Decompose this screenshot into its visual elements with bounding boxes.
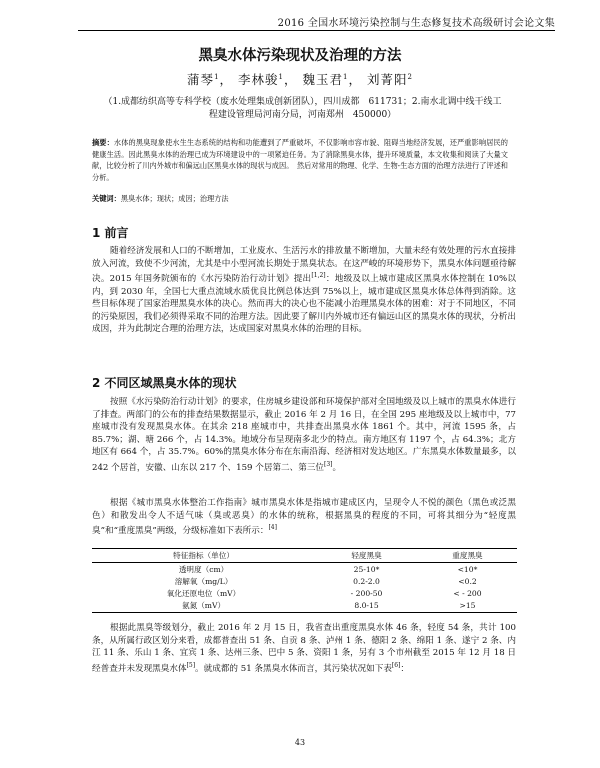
table-cell: 25-10* bbox=[353, 564, 380, 574]
text-run: 根据此黑臭等级划分，截止 2016 年 2 月 15 日，我省查出重度黑臭水体 46 条，轻度 54 条，共计 100 条，从所属行政区划分来看，成都普查出 51 条、自贡 8 条、泸州 1 条、德阳 2 条、绵阳 1 条、遂宁 2 条、内江 11 条、乐山 1 条、宜宾 1 条、达州三条、巴中 5 条、资阳 1 条，另有 3 个市州截至 2015 年 12 月 18 日经普查并未发现黑臭水体 bbox=[92, 623, 516, 674]
table-header-cell: 重度黑臭 bbox=[418, 549, 517, 563]
author-name: 蒲琴 bbox=[187, 72, 215, 87]
citation: [6] bbox=[391, 661, 401, 669]
table-row bbox=[92, 563, 517, 576]
section-heading: 2 不同区域黑臭水体的现状 bbox=[92, 376, 237, 390]
table-header-cell: 轻度黑臭 bbox=[315, 549, 418, 563]
abstract bbox=[92, 137, 508, 183]
table-cell: >15 bbox=[418, 600, 517, 613]
text-run: ： bbox=[400, 663, 410, 674]
body-paragraph bbox=[92, 245, 516, 336]
text-run: 。 bbox=[332, 462, 342, 473]
text-run: 随着经济发展和人口的不断增加，工业废水、生活污水的排放量不断增加，大量未经有效处理的污水直接排放入河流，致使不少河流，尤其是中小型河流长期处于黑臭状态。在这严峻的环境形势下，黑臭水体问题亟待解决。2015 年国务院颁布的《水污染防治行动计划》提出 bbox=[92, 246, 516, 285]
keywords bbox=[92, 194, 508, 204]
author-name: 刘菁阳 bbox=[366, 72, 408, 87]
citation: [1,2] bbox=[311, 272, 326, 280]
keywords-text: 黑臭水体；现状；成因；治理方法 bbox=[120, 194, 229, 203]
table-cell: - 200-50 bbox=[350, 588, 383, 598]
author-name: 魏玉君 bbox=[302, 72, 343, 87]
author-affil-mark: 1 bbox=[214, 72, 220, 81]
author-affil-mark: 1 bbox=[343, 72, 349, 81]
citation: [5] bbox=[186, 661, 196, 669]
body-paragraph bbox=[92, 622, 516, 675]
body-paragraph bbox=[92, 497, 516, 538]
citation: [3] bbox=[324, 460, 333, 468]
table-row bbox=[92, 587, 517, 599]
affiliation: （1.成都纺织高等专科学校（废水处理集成创新团队），四川成都 611731；2.南水北调中线干线工程建设管理局河南分局，河南郑州 450000） bbox=[103, 97, 502, 120]
citation: [4] bbox=[268, 524, 277, 532]
paper-title: 黑臭水体污染现状及治理的方法 bbox=[198, 48, 402, 64]
body-paragraph bbox=[92, 396, 516, 474]
table-cell: <10* bbox=[457, 564, 478, 574]
keywords-label: 关键词： bbox=[92, 194, 121, 203]
abstract-label: 摘要： bbox=[92, 138, 114, 147]
table-cell: 溶解氧（mg/L） bbox=[174, 576, 233, 586]
grading-table bbox=[92, 548, 517, 613]
table-cell: < - 200 bbox=[453, 588, 482, 598]
page-number: 43 bbox=[294, 738, 306, 747]
section-heading: 1 前言 bbox=[92, 226, 129, 240]
text-run: ：地级及以上城市建成区黑臭水体控制在 10%以内，到 2030 年，全国七大重点流域水质优良比例总体达到 75%以上，城市建成区黑臭水体总体得到消除。这些目标体现了国家治理黑臭水体的决心。然而再大的决心也不能减小治理黑臭水体的困难：对于不同地区，不同的污染原因，我们必须得采取不同的治理方法。因此要了解川内外城市还有偏远山区的黑臭水体的现状，分析出成因，并为此制定合理的治理方法，达成国家对黑臭水体的治理的目标。 bbox=[92, 274, 516, 335]
table-cell: 氨氮（mV） bbox=[92, 600, 315, 613]
author-name: 李林骏 bbox=[238, 72, 279, 87]
running-header: 2016 全国水环境污染控制与生态修复技术高级研讨会论文集 bbox=[78, 14, 555, 31]
author-affil-mark: 1 bbox=[278, 72, 284, 81]
text-run: 。就成都的 51 条黑臭水体而言，其污染状况如下表 bbox=[195, 663, 392, 674]
table-header-row bbox=[92, 549, 517, 563]
text-run: 根据《城市黑臭水体整治工作指南》城市黑臭水体是指城市建成区内，呈现令人不悦的颜色（黑色或泛黑色）和散发出令人不适气味（臭或恶臭）的水体的统称，根据黑臭的程度的不同，可将其细分为“轻度黑臭”和“重度黑臭”两级，分级标准如下表所示： bbox=[92, 498, 516, 537]
text-run: 按照《水污染防治行动计划》的要求，住房城乡建设部和环境保护部对全国地级及以上城市的黑臭水体进行了排查。两部门的公布的排查结果数据显示，截止 2016 年 2 月 16 日，在全国 295 座地级及以上城市中，77 座城市没有发现黑臭水体。在其余 218 座城市中，共排查出黑臭水体 1861 个。其中，河流 1595 条，占 85.7%；湖、塘 266 个，占 14.3%。地域分布呈现南多北少的特点。南方地区有 1197 个，占 64.3%；北方地区有 664 个，占 35.7%。60%的黑臭水体分布在东南沿海、经济相对发达地区。广东黑臭水体数量最多，以 242 个居首，安徽、山东以 217 个、159 个居第二、第三位 bbox=[92, 397, 516, 473]
table-cell: 透明度（cm） bbox=[178, 564, 229, 574]
author-list: 蒲琴$^1$， 李林骏$^1$， 魏玉君$^1$， 刘菁阳$^2$ bbox=[187, 72, 413, 87]
table-cell: 氧化还原电位（mV） bbox=[166, 588, 241, 598]
table-row bbox=[92, 575, 517, 587]
abstract-text: 水体的黑臭现象使水生生态系统的结构和功能遭到了严重破坏，不仅影响市容市貌、阻碍当地经济发展，还严重影响居民的健康生活。因此黑臭水体的治理已成为环境建设中的一项紧迫任务。为了消除黑臭水体，提升环境质量，本文收集和阅读了大量文献，比较分析了川内外城市和偏远山区黑臭水体的现状与成因。 然后对常用的物理、化学、生物-生态方面的治理方法进行了评述和分析。 bbox=[92, 138, 508, 182]
table-cell: 0.2-2.0 bbox=[353, 576, 380, 586]
table-cell: <0.2 bbox=[458, 576, 477, 586]
table-header-cell: 特征指标（单位） bbox=[92, 549, 315, 563]
table-row bbox=[92, 600, 517, 613]
author-affil-mark: 2 bbox=[407, 72, 413, 81]
table-cell: 8.0-15 bbox=[315, 600, 418, 613]
